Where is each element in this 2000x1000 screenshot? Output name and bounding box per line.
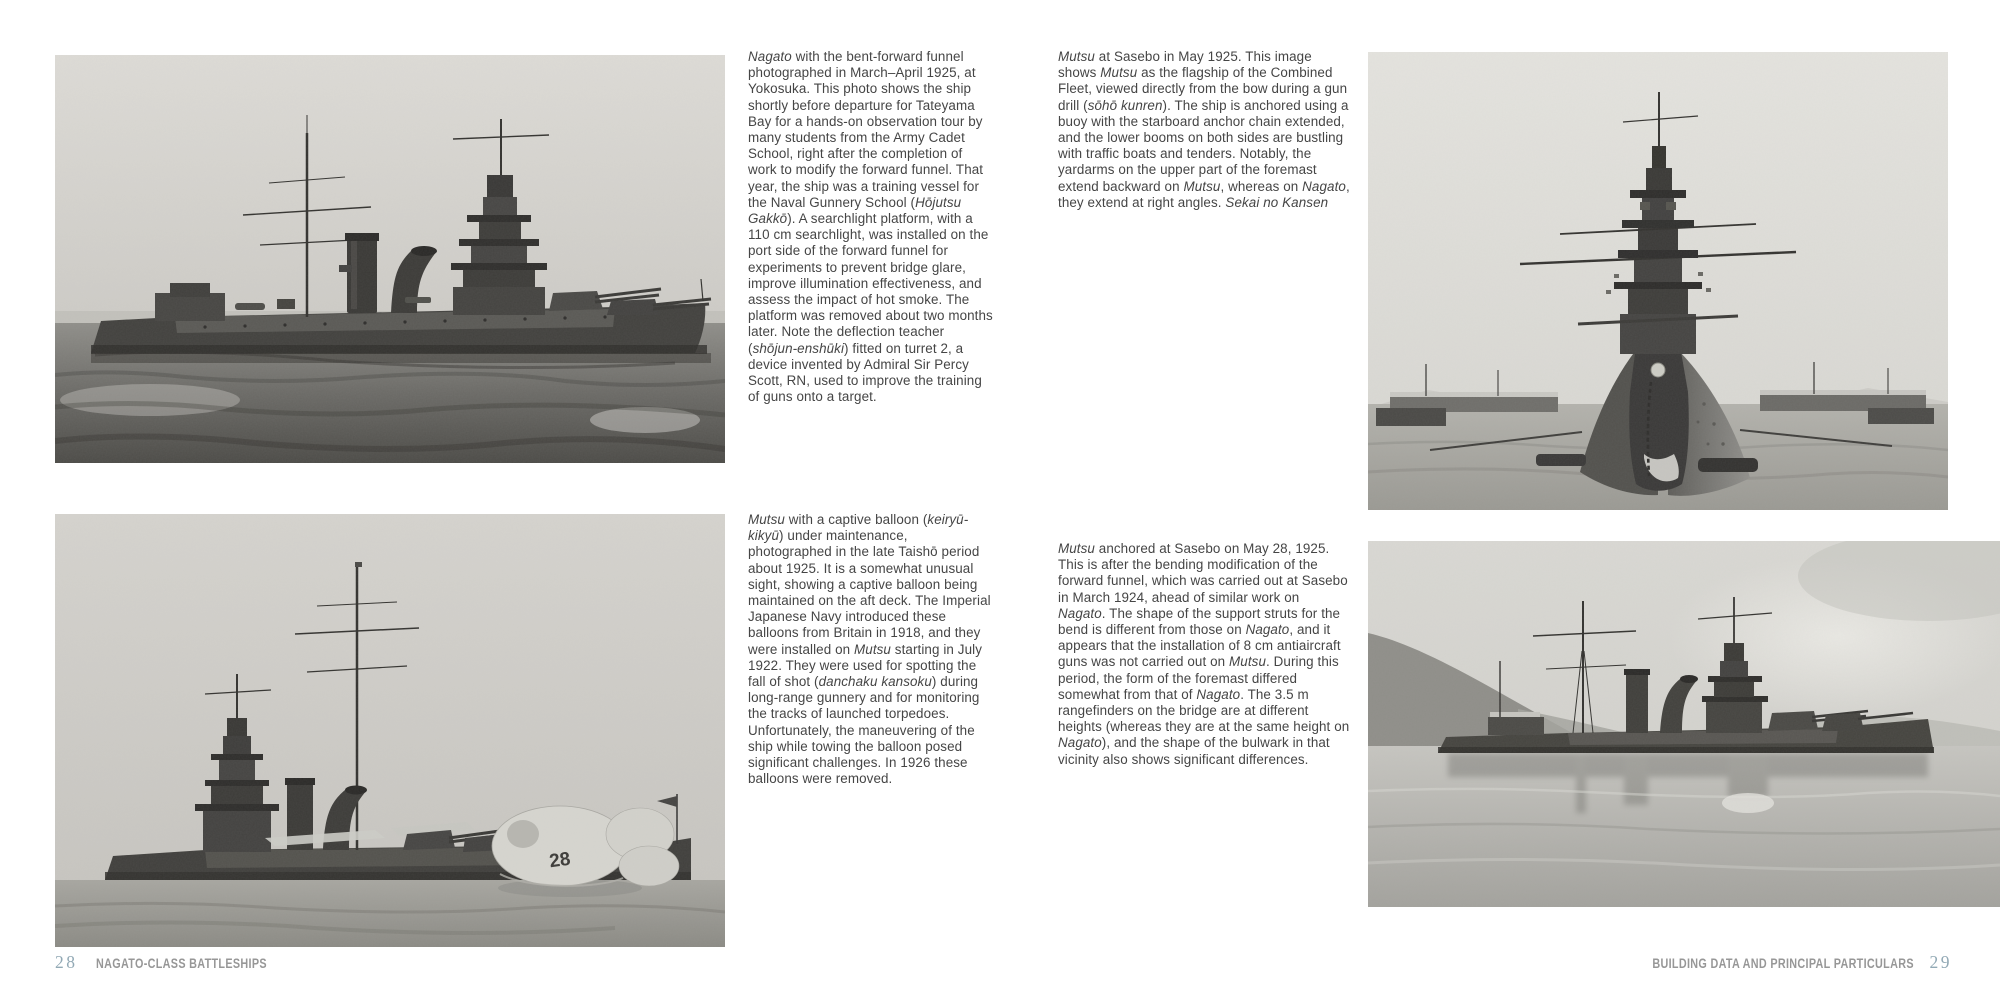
photo-nagato-side-view bbox=[55, 55, 725, 463]
footer-title-right: BUILDING DATA AND PRINCIPAL PARTICULARS bbox=[1652, 956, 1914, 971]
photo-mutsu-bow-view bbox=[1368, 52, 1948, 510]
caption-mutsu-bow-view: Mutsu at Sasebo in May 1925. This image shows Mutsu as the flagship of the Combined Fleet, viewed directly from the bow during a gun drill (sōhō kunren). The ship is anchored using a buoy with the starboard anchor chain extended, and the lower booms on both sides are bustling with traffic boats and tenders. Notably, the yardarms on the upper part of the foremast extend backward on Mutsu, whereas on Nagato, they extend at right angles. Sekai no Kansen bbox=[1058, 49, 1350, 210]
page-number-left: 28 bbox=[55, 952, 78, 972]
mutsu-bow-view-illustration bbox=[1368, 52, 1948, 510]
photo-mutsu-captive-balloon bbox=[55, 514, 725, 947]
mutsu-balloon-illustration bbox=[55, 514, 725, 947]
page-number-right: 29 bbox=[1929, 952, 1952, 972]
caption-mutsu-anchored: Mutsu anchored at Sasebo on May 28, 1925. This is after the bending modification of the forward funnel, which was carried out at Sasebo in March 1924, ahead of similar work on Nagato. The shape of the support struts for the bend is different from those on Nagato, and it appears that the installation of 8 cm antiaircraft guns was not carried out on Mutsu. During this period, the form of the foremast differed somewhat from that of Nagato. The 3.5 m rangefinders on the bridge are at different heights (whereas they are at the same height on Nagato), and the shape of the bulwark in that vicinity also shows significant differences. bbox=[1058, 541, 1350, 767]
photo-mutsu-anchored bbox=[1368, 541, 2000, 907]
caption-nagato-side-view: Nagato with the bent-forward funnel photographed in March–April 1925, at Yokosuka. This photo shows the ship shortly before departure for Tateyama Bay for a hands-on observation tour by many students from the Army Cadet School, right after the completion of work to modify the forward funnel. That year, the ship was a training vessel for the Naval Gunnery School (Hōjutsu Gakkō). A searchlight platform, with a 110 cm searchlight, was installed on the port side of the forward funnel for experiments to prevent bridge glare, improve illumination effectiveness, and assess the impact of hot smoke. The platform was removed about two months later. Note the deflection teacher (shōjun-enshūki) fitted on turret 2, a device invented by Admiral Sir Percy Scott, RN, used to improve the training of guns onto a target. bbox=[748, 49, 993, 405]
footer-title-left: NAGATO-CLASS BATTLESHIPS bbox=[95, 956, 267, 971]
nagato-side-view-illustration bbox=[55, 55, 725, 463]
footer-right bbox=[1587, 952, 1952, 972]
caption-mutsu-captive-balloon: Mutsu with a captive balloon (keiryū-kikyū) under maintenance, photographed in the late Taishō period about 1925. It is a somewhat unusual sight, showing a captive balloon being maintained on the aft deck. The Imperial Japanese Navy introduced these balloons from Britain in 1918, and they were installed on Mutsu starting in July 1922. They were used for spotting the fall of shot (danchaku kansoku) during long-range gunnery and for monitoring the tracks of launched torpedoes. Unfortunately, the maneuvering of the ship while towing the balloon posed significant challenges. In 1926 these balloons were removed. bbox=[748, 512, 991, 787]
footer-left bbox=[55, 952, 309, 972]
mutsu-anchored-illustration bbox=[1368, 541, 2000, 907]
